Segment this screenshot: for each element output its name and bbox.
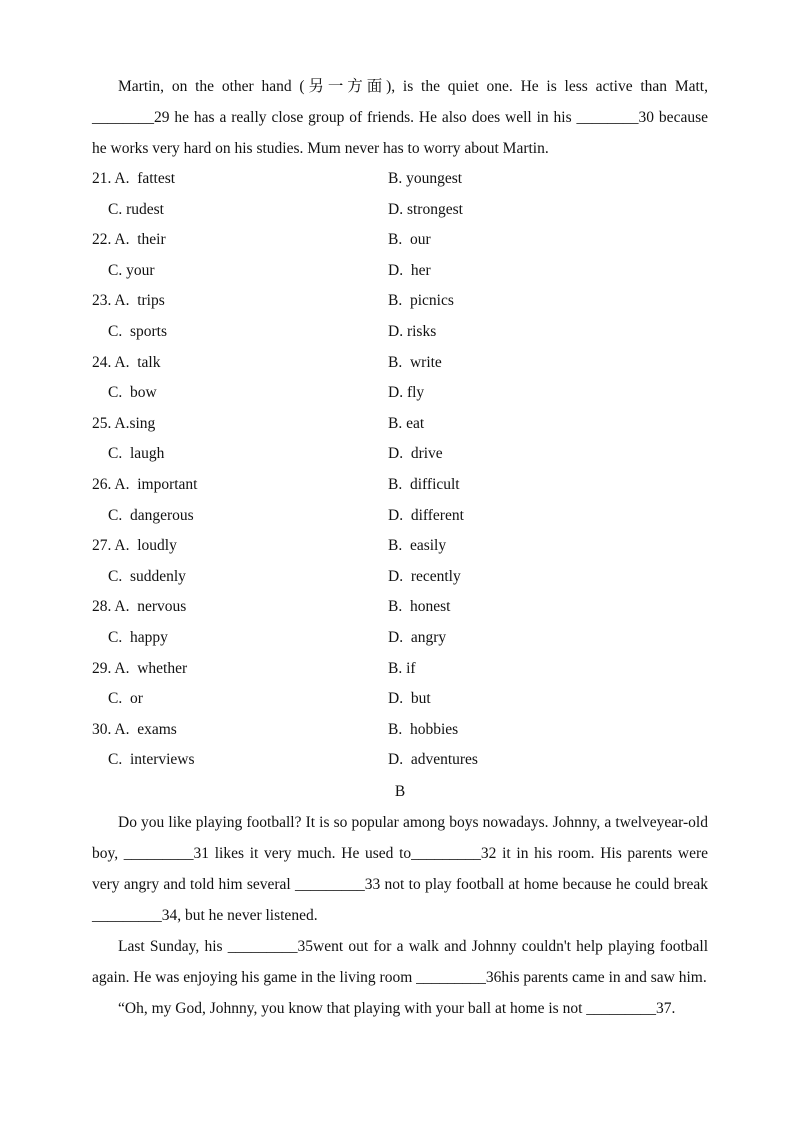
option-d: D. her <box>388 261 431 279</box>
passage-b-paragraph-2: Last Sunday, his _________35went out for a walk and Johnny couldn't help playing football again. He was enjoying his game in the living room _________36his parents came in and saw him. <box>92 937 708 986</box>
option-d: D. fly <box>388 384 425 402</box>
section-heading: B <box>394 782 406 800</box>
option-c: C. or <box>108 690 143 708</box>
option-d: D. recently <box>388 567 461 585</box>
option-c: C. sports <box>108 322 167 340</box>
passage-b-paragraph-3: “Oh, my God, Johnny, you know that playing with your ball at home is not _________37. <box>118 999 676 1017</box>
option-a: 30. A. exams <box>92 720 177 738</box>
option-c: C. your <box>108 261 155 279</box>
option-b: B. easily <box>388 537 447 555</box>
question-28 <box>92 592 708 653</box>
option-a: 24. A. talk <box>92 353 161 371</box>
option-b: B. picnics <box>388 292 454 310</box>
option-d: D. risks <box>388 322 437 340</box>
option-a: 29. A. whether <box>92 659 188 677</box>
document-page <box>92 71 708 1024</box>
option-c: C. rudest <box>108 200 164 218</box>
option-c: C. suddenly <box>108 567 186 585</box>
option-c: C. dangerous <box>108 506 194 524</box>
option-c: C. laugh <box>108 445 165 463</box>
question-27 <box>92 531 708 592</box>
question-30 <box>92 715 708 776</box>
passage-a-paragraph: Martin, on the other hand (另一方面), is the quiet one. He is less active than Matt, ________29 he has a really close group of friends. He also does well in his ________30 because he works very hard on his studies. Mum never has to worry about Martin. <box>92 78 708 157</box>
option-b: B. hobbies <box>388 720 459 738</box>
option-a: 28. A. nervous <box>92 598 187 616</box>
option-b: B. our <box>388 231 431 249</box>
option-b: B. youngest <box>388 170 463 187</box>
option-a: 21. A. fattest <box>92 170 176 187</box>
option-b: B. write <box>388 353 442 371</box>
question-23 <box>92 286 708 347</box>
option-d: D. drive <box>388 445 443 463</box>
option-a: 22. A. their <box>92 231 166 249</box>
option-b: B. eat <box>388 414 425 432</box>
question-list <box>92 164 708 776</box>
question-25 <box>92 409 708 470</box>
option-c: C. happy <box>108 628 168 646</box>
option-a: 26. A. important <box>92 475 198 493</box>
option-a: 23. A. trips <box>92 292 165 310</box>
option-b: B. honest <box>388 598 451 616</box>
option-b: B. difficult <box>388 475 460 493</box>
option-c: C. interviews <box>108 751 195 769</box>
option-d: D. different <box>388 506 464 524</box>
option-d: D. strongest <box>388 200 463 218</box>
question-21 <box>92 164 708 225</box>
option-a: 25. A.sing <box>92 414 156 432</box>
option-a: 27. A. loudly <box>92 537 177 555</box>
question-29 <box>92 654 708 715</box>
question-22 <box>92 225 708 286</box>
option-d: D. angry <box>388 628 447 646</box>
option-c: C. bow <box>108 384 157 402</box>
question-26 <box>92 470 708 531</box>
option-d: D. but <box>388 690 431 708</box>
question-24 <box>92 348 708 409</box>
option-b: B. if <box>388 659 416 677</box>
passage-b-paragraph-1: Do you like playing football? It is so popular among boys nowadays. Johnny, a twelveyear-old boy, _________31 likes it very much. He used to_________32 it in his room. His parents were very angry and told him several _________33 not to play football at home because he could break _________34, but he never listened. <box>92 813 708 924</box>
option-d: D. adventures <box>388 751 478 769</box>
